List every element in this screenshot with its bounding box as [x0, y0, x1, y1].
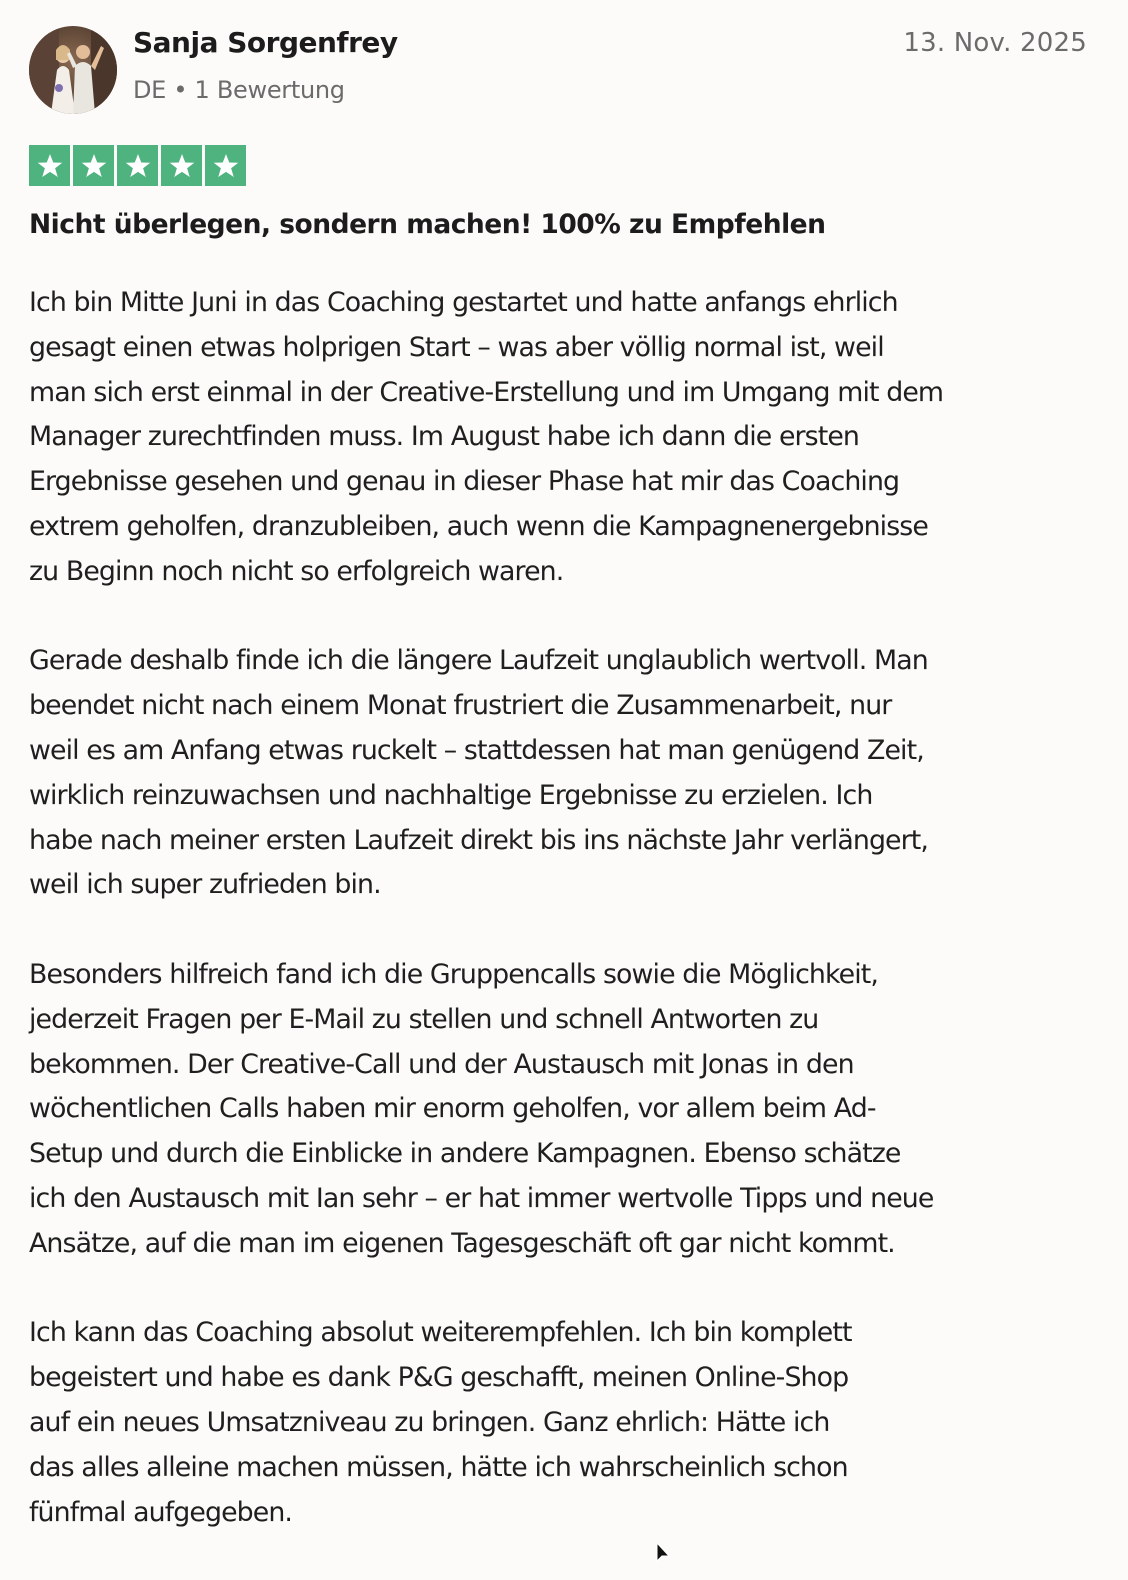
reviewer-name[interactable]: Sanja Sorgenfrey [133, 26, 398, 59]
review-text-line: weil es am Anfang etwas ruckelt – stattdessen hat man genügend Zeit, [29, 734, 924, 766]
review-text-line: wirklich reinzuwachsen und nachhaltige Ergebnisse zu erzielen. Ich [29, 779, 873, 811]
review-text-line: man sich erst einmal in der Creative-Erstellung und im Umgang mit dem [29, 376, 944, 408]
review-text-line: das alles alleine machen müssen, hätte ich wahrscheinlich schon [29, 1451, 848, 1483]
review-text-line: Gerade deshalb finde ich die längere Laufzeit unglaublich wertvoll. Man [29, 645, 928, 677]
star-rating [29, 145, 246, 186]
review-text-line: Ich bin Mitte Juni in das Coaching gestartet und hatte anfangs ehrlich [29, 287, 898, 318]
review-text-line: extrem geholfen, dranzubleiben, auch wenn die Kampagnenergebnisse [29, 510, 928, 542]
review-text-line: auf ein neues Umsatzniveau zu bringen. Ganz ehrlich: Hätte ich [29, 1406, 830, 1438]
review-text-line: weil ich super zufrieden bin. [29, 869, 381, 901]
review-text-line: jederzeit Fragen per E-Mail zu stellen und schnell Antworten zu [29, 1003, 819, 1035]
star-icon [161, 145, 202, 186]
review-paragraph [29, 1311, 1099, 1535]
review-text-line: fünfmal aufgegeben. [29, 1496, 293, 1528]
review-text-line: begeistert und habe es dank P&G geschafft, meinen Online-Shop [29, 1362, 849, 1394]
mouse-cursor-icon [655, 1543, 675, 1563]
star-icon [117, 145, 158, 186]
review-text-line: bekommen. Der Creative-Call und der Austausch mit Jonas in den [29, 1048, 854, 1080]
review-text-line: beendet nicht nach einem Monat frustriert die Zusammenarbeit, nur [29, 690, 892, 722]
review-text-line: Besonders hilfreich fand ich die Gruppencalls sowie die Möglichkeit, [29, 958, 879, 990]
review-text-line: Manager zurechtfinden muss. Im August habe ich dann die ersten [29, 421, 860, 453]
review-text-line: Ergebnisse gesehen und genau in dieser Phase hat mir das Coaching [29, 466, 900, 498]
star-icon [73, 145, 114, 186]
review-title: Nicht überlegen, sondern machen! 100% zu Empfehlen [29, 209, 826, 240]
review-body [29, 281, 1099, 1580]
reviewer-meta: DE • 1 Bewertung [133, 76, 345, 104]
avatar[interactable] [29, 26, 117, 114]
review-text-line: Ich kann das Coaching absolut weiterempfehlen. Ich bin komplett [29, 1317, 852, 1349]
review-text-line: Setup und durch die Einblicke in andere Kampagnen. Ebenso schätze [29, 1138, 901, 1170]
review-text-line: zu Beginn noch nicht so erfolgreich waren. [29, 555, 564, 587]
profile-photo-icon [29, 26, 117, 114]
review-paragraph [29, 639, 1099, 908]
review-paragraph [29, 281, 1099, 595]
review-text-line: wöchentlichen Calls haben mir enorm geholfen, vor allem beim Ad- [29, 1093, 876, 1125]
review-text-line: habe nach meiner ersten Laufzeit direkt bis ins nächste Jahr verlängert, [29, 824, 928, 856]
review-text-line: ich den Austausch mit Ian sehr – er hat immer wertvolle Tipps und neue [29, 1182, 934, 1214]
review-date: 13. Nov. 2025 [903, 28, 1087, 58]
star-icon [205, 145, 246, 186]
review-text-line: Ansätze, auf die man im eigenen Tagesgeschäft oft gar nicht kommt. [29, 1227, 895, 1259]
star-icon [29, 145, 70, 186]
review-text-line: gesagt einen etwas holprigen Start – was aber völlig normal ist, weil [29, 331, 884, 363]
review-paragraph [29, 953, 1099, 1267]
